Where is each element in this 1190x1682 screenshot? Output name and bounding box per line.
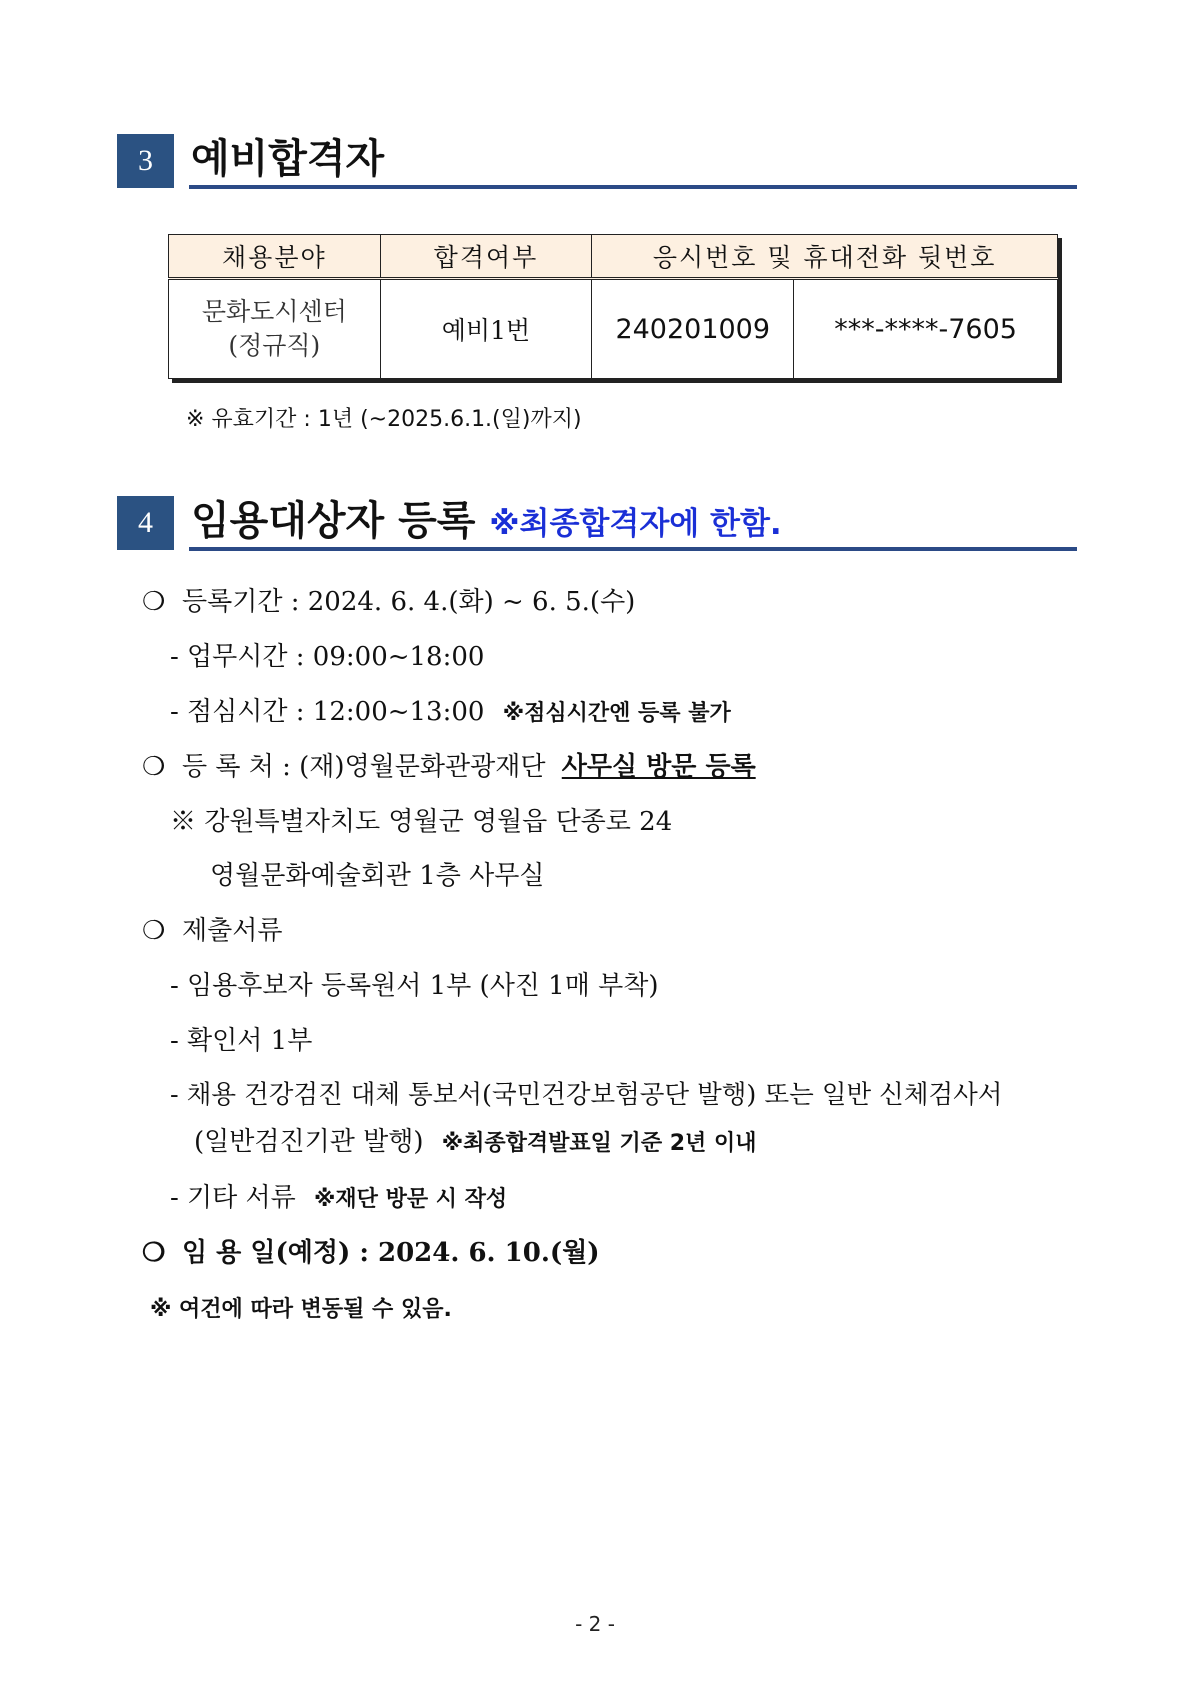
section-divider [189,547,1077,551]
page-number: - 2 - [575,1612,615,1636]
field-line-2: (정규직) [228,331,321,360]
document-item-3-note: ※최종합격발표일 기준 2년 이내 [441,1131,757,1156]
section-number-badge: 3 [117,134,174,188]
table-header-row [169,235,1058,279]
bullet-icon: ❍ [142,916,166,946]
section-3-header [117,134,1077,188]
document-item-3-text: (일반검진기관 발행) [194,1127,424,1157]
table-row [169,279,1058,379]
appointment-date [142,1235,600,1271]
document-item-4-note: ※재단 방문 시 작성 [314,1187,508,1212]
header-number: 응시번호 및 휴대전화 뒷번호 [592,235,1058,279]
registration-place-text: 등 록 처 : (재)영월문화관광재단 [182,752,546,782]
bullet-icon: ❍ [142,587,166,617]
section-title-note: ※최종합격자에 한함. [489,506,782,542]
section-4-header [117,496,1077,550]
header-status: 합격여부 [380,235,592,279]
business-hours: - 업무시간 : 09:00~18:00 [170,642,485,672]
final-note: ※ 여건에 따라 변동될 수 있음. [150,1297,452,1322]
registration-period [142,584,635,620]
cell-field [169,279,381,379]
bullet-icon: ❍ [142,1238,166,1268]
document-item-3-line-1: - 채용 건강검진 대체 통보서(국민건강보험공단 발행) 또는 일반 신체검사서 [170,1080,1003,1110]
section-number-badge: 4 [117,496,174,550]
validity-note: ※ 유효기간 : 1년 (~2025.6.1.(일)까지) [186,407,582,432]
registration-period-text: 등록기간 : 2024. 6. 4.(화) ~ 6. 5.(수) [182,587,636,617]
address-line-2: 영월문화예술회관 1층 사무실 [210,861,545,891]
lunch-hours-text: - 점심시간 : 12:00~13:00 [170,697,485,727]
field-line-1: 문화도시센터 [201,297,347,326]
appointment-date-value: : 2024. 6. 10.(월) [350,1238,600,1268]
registration-place [142,749,756,785]
lunch-note: ※점심시간엔 등록 불가 [502,701,731,726]
result-table [168,234,1058,379]
documents-label: 제출서류 [182,916,283,946]
header-field: 채용분야 [169,235,381,279]
cell-phone-suffix: ***-****-7605 [794,279,1058,379]
address-line-1: ※ 강원특별자치도 영월군 영월읍 단종로 24 [170,807,673,837]
document-item-1: - 임용후보자 등록원서 1부 (사진 1매 부착) [170,971,659,1001]
lunch-hours [170,694,731,732]
document-item-2: - 확인서 1부 [170,1026,313,1056]
appointment-date-label: 임 용 일(예정) [182,1238,351,1268]
document-item-3-line-2 [194,1124,756,1162]
section-title [191,496,782,546]
documents-heading [142,913,282,949]
document-item-4-text: - 기타 서류 [170,1183,296,1213]
section-title-text: 임용대상자 등록 [191,498,476,544]
cell-status: 예비1번 [380,279,592,379]
document-item-4 [170,1180,507,1218]
cell-exam-number: 240201009 [592,279,794,379]
registration-place-emphasis: 사무실 방문 등록 [561,752,756,782]
section-title: 예비합격자 [191,136,385,182]
bullet-icon: ❍ [142,752,166,782]
section-divider [189,185,1077,189]
